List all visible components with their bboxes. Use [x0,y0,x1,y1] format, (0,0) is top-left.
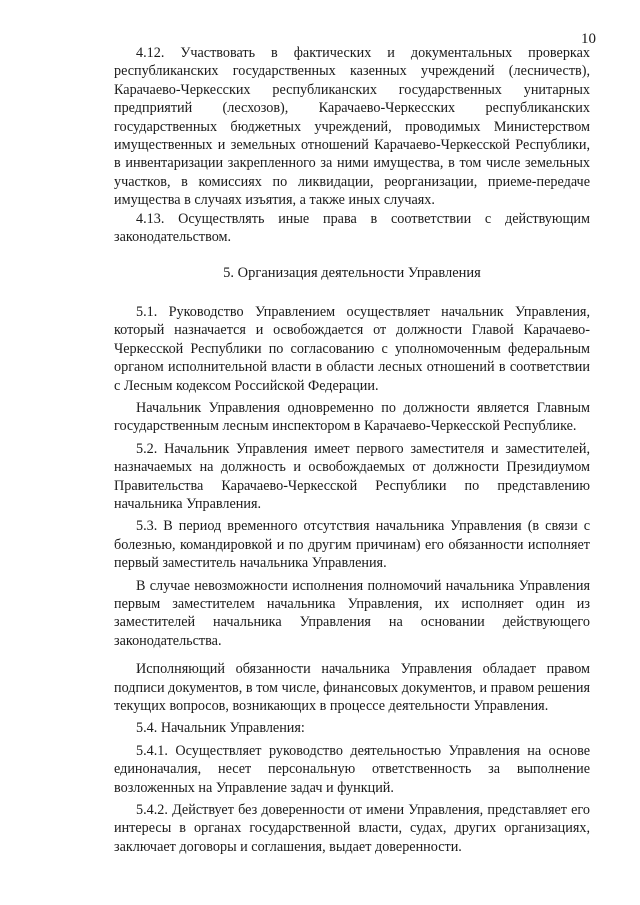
paragraph-5-1: 5.1. Руководство Управлением осуществляет начальник Управления, который назначается и освобождается от должности Главой Карачаево-Черкесской Республики по согласованию с уполномоченным федеральным органом исполнительной власти в области лесных отношений в соответствии с Лесным кодексом Российской Федерации. [114,303,590,394]
paragraph-5-3: 5.3. В период временного отсутствия начальника Управления (в связи с болезнью, командировкой и по другим причинам) его обязанности исполняет первый заместитель начальника Управления. [114,518,590,572]
paragraph-chief-inspector: Начальник Управления одновременно по должности является Главным государственным лесным инспектором в Карачаево-Черкесской Республике. [114,399,590,435]
paragraph-5-4: 5.4. Начальник Управления: [136,720,305,737]
paragraph-5-2: 5.2. Начальник Управления имеет первого заместителя и заместителей, назначаемых на должность и освобождаемых от должности Президиумом Правительства Карачаево-Черкесской Республики по представлению начальника Управления. [114,440,590,512]
paragraph-acting-chief-rights: Исполняющий обязанности начальника Управления обладает правом подписи документов, в том числе, финансовых документов, и правом решения текущих вопросов, возникающих в процессе деятельности Управления. [114,661,590,714]
paragraph-4-12: 4.12. Участвовать в фактических и документальных проверках республиканских государственных казенных учреждений (лесничеств), Карачаево-Черкесских республиканских государственных унитарных предприятий (лесхозов), Карачаево-Черкесских республиканских государственных бюджетных учреждений, проводимых Министерством имущественных и земельных отношений Карачаево-Черкесской Республики, в инвентаризации закрепленного за ними имущества, в том числе земельных участков, в комиссиях по ликвидации, реорганизации, приеме-передаче имущества в случаях изъятия, а также иных случаях. [114,45,590,209]
document-body [114,44,590,856]
page-number: 10 [581,31,596,47]
section-heading: 5. Организация деятельности Управления [223,265,481,282]
paragraph-deputy-substitution: В случае невозможности исполнения полномочий начальника Управления первым заместителем начальника Управления, их исполняет один из заместителей начальника Управления на основании действующего законодательства. [114,577,590,649]
paragraph-5-4-1: 5.4.1. Осуществляет руководство деятельностью Управления на основе единоначалия, несет персональную ответственность за выполнение возложенных на Управление задач и функций. [114,742,590,796]
paragraph-5-4-2: 5.4.2. Действует без доверенности от имени Управления, представляет его интересы в органах государственной власти, судах, других организациях, заключает договоры и соглашения, выдает доверенности. [114,802,590,855]
paragraph-4-13: 4.13. Осуществлять иные права в соответствии с действующим законодательством. [114,210,590,246]
